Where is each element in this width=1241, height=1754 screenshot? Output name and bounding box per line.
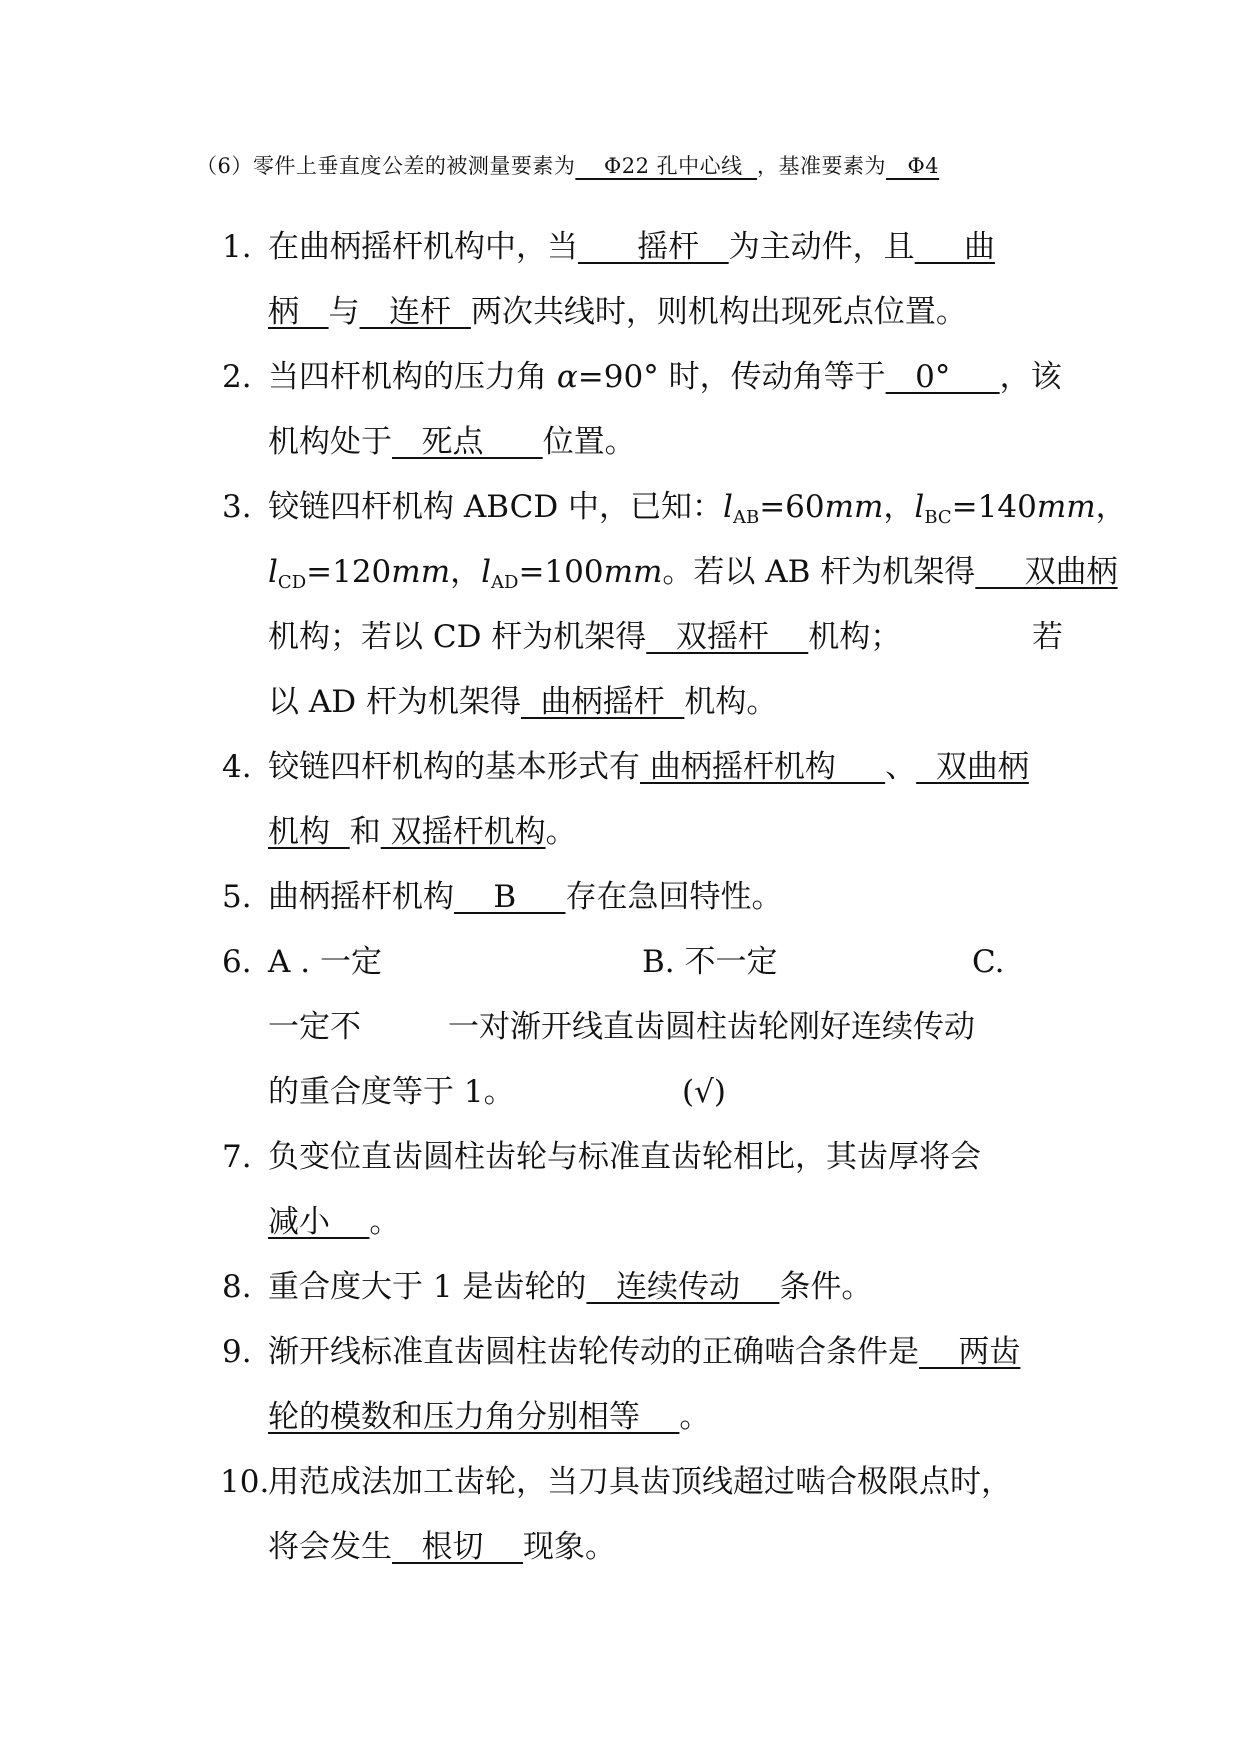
question-text: 负变位直齿圆柱齿轮与标准直齿轮相比，其齿厚将会 [268, 1139, 981, 1175]
question-line [268, 605, 901, 670]
question-text: 一定不 [268, 1009, 361, 1045]
question-number: 5. [222, 879, 252, 915]
answer-blank: 双摇杆机构 [380, 814, 546, 850]
question-text: 存在急回特性。 [565, 879, 783, 915]
question-text: 一对渐开线直齿圆柱齿轮刚好连续传动 [448, 1009, 975, 1045]
question-text: 机构； [808, 619, 902, 655]
length-symbol: l [268, 554, 278, 590]
question-line [268, 1060, 515, 1125]
question-2 [222, 345, 1082, 475]
answer-blank: 双摇杆 [646, 619, 809, 655]
subscript: AD [491, 572, 519, 593]
question-line [268, 995, 361, 1060]
answer-blank: Φ4 [886, 154, 940, 178]
question-text: 为主动件，且 [728, 229, 915, 265]
question-8 [222, 1255, 1082, 1320]
option-text: A . 一定 [268, 944, 382, 980]
question-text: 和 [349, 814, 381, 850]
length-symbol: l [481, 554, 492, 590]
answer-blank: 摇杆 [578, 229, 729, 265]
answer-blank: 曲柄摇杆 [520, 684, 685, 720]
question-line [448, 995, 975, 1060]
question-line [268, 800, 577, 865]
question-text: 若 [1032, 619, 1063, 655]
question-line [268, 345, 1062, 410]
question-line [268, 735, 1029, 800]
subscript: CD [277, 572, 307, 593]
top-question-fragment [196, 150, 939, 180]
question-1 [222, 215, 1082, 345]
answer-blank: 根切 [392, 1529, 523, 1565]
value: =100 [518, 554, 604, 590]
question-10 [222, 1450, 1082, 1580]
question-line [268, 1255, 872, 1320]
question-line-end [1032, 605, 1063, 670]
option-text: C. [972, 944, 1005, 980]
question-number: 8. [222, 1269, 252, 1305]
question-number: 10. [220, 1464, 270, 1500]
value: =140 [951, 489, 1037, 525]
question-text: 渐开线标准直齿圆柱齿轮传动的正确啮合条件是 [268, 1334, 919, 1370]
answer-blank: 死点 [392, 424, 543, 460]
question-text: 在曲柄摇杆机构中，当 [268, 229, 578, 265]
question-5 [222, 865, 1082, 930]
question-line [268, 1190, 400, 1255]
answer-blank: 柄 [268, 294, 329, 330]
question-6 [222, 930, 1082, 1125]
question-9 [222, 1320, 1082, 1450]
question-text: 曲柄摇杆机构 [268, 879, 454, 915]
answer-blank: 0° [885, 359, 1000, 395]
unit: mm [1036, 489, 1096, 525]
question-text: 条件。 [779, 1269, 873, 1305]
question-line [268, 540, 1118, 615]
question-text: 两次共线时，则机构出现死点位置。 [470, 294, 967, 330]
question-text: =90° 时，传动角等于 [577, 359, 886, 395]
question-line [268, 280, 967, 345]
subscript: BC [924, 507, 952, 528]
separator: ， [450, 554, 482, 590]
answer-blank: Φ22 孔中心线 [575, 154, 758, 178]
alpha-symbol: α [556, 359, 578, 395]
question-4 [222, 735, 1082, 865]
question-number: 6. [222, 944, 252, 980]
answer-blank: 连续传动 [586, 1269, 780, 1305]
answer-blank: 曲 [914, 229, 995, 265]
option-c [972, 930, 1004, 995]
question-line [268, 410, 636, 475]
question-text: 。 [679, 1399, 711, 1435]
question-line [268, 1125, 981, 1190]
answer-blank: B [454, 879, 566, 915]
answer-blank: 减小 [268, 1204, 370, 1240]
question-line [268, 670, 777, 735]
question-text: 机构处于 [268, 424, 392, 460]
question-text: 铰链四杆机构的基本形式有 [268, 749, 640, 785]
option-b [642, 930, 778, 995]
question-3 [222, 475, 1127, 735]
question-text: 铰链四杆机构 ABCD 中，已知： [268, 489, 724, 525]
question-line [268, 1385, 710, 1450]
question-text: 当四杆机构的压力角 [268, 359, 557, 395]
question-line [268, 1320, 1020, 1385]
question-text: 。 [545, 814, 577, 850]
option-a [268, 930, 382, 995]
unit: mm [824, 489, 884, 525]
question-text: 、 [885, 749, 917, 785]
question-text: 机构；若以 CD 杆为机架得 [268, 619, 647, 655]
answer-blank: 轮的模数和压力角分别相等 [268, 1399, 680, 1435]
top-prefix: （6）零件上垂直度公差的被测量要素为 [196, 154, 576, 178]
answer-blank: 曲柄摇杆机构 [640, 749, 886, 785]
question-text: 的重合度等于 1。 [268, 1074, 515, 1110]
question-number: 1. [222, 229, 252, 265]
unit: mm [391, 554, 451, 590]
question-number: 9. [222, 1334, 252, 1370]
checkmark-answer: (√) [682, 1074, 726, 1110]
question-text: 。 [369, 1204, 401, 1240]
length-symbol: l [914, 489, 925, 525]
question-line [268, 1450, 1012, 1515]
question-line [268, 475, 1127, 550]
question-line [268, 865, 782, 930]
question-text: 用范成法加工齿轮，当刀具齿顶线超过啮合极限点时， [268, 1464, 1012, 1500]
answer-blank: 双曲柄 [916, 749, 1029, 785]
question-number: 7. [222, 1139, 252, 1175]
question-text: 与 [328, 294, 360, 330]
answer-blank: 机构 [268, 814, 350, 850]
option-text: B. 不一定 [642, 944, 778, 980]
question-text: 机构。 [684, 684, 778, 720]
answer-blank: 连杆 [359, 294, 471, 330]
question-line [268, 215, 995, 280]
question-number: 3. [222, 489, 252, 525]
question-text: 现象。 [522, 1529, 616, 1565]
question-number: 2. [222, 359, 252, 395]
question-line [268, 1515, 616, 1580]
question-text: 重合度大于 1 是齿轮的 [268, 1269, 587, 1305]
question-text: 将会发生 [268, 1529, 392, 1565]
question-text: 。若以 AB 杆为机架得 [662, 554, 976, 590]
top-comma: ，基准要素为 [757, 154, 887, 178]
judgement-mark [682, 1060, 726, 1125]
subscript: AB [732, 507, 760, 528]
question-7 [222, 1125, 1082, 1255]
question-text: 位置。 [542, 424, 636, 460]
question-text: 以 AD 杆为机架得 [268, 684, 521, 720]
unit: mm [603, 554, 663, 590]
value: =60 [759, 489, 825, 525]
question-text: ，该 [999, 359, 1062, 395]
answer-blank: 两齿 [919, 1334, 1021, 1370]
length-symbol: l [723, 489, 733, 525]
separator: ， [883, 489, 915, 525]
answer-blank: 双曲柄 [975, 554, 1118, 590]
question-number: 4. [222, 749, 252, 785]
separator: ， [1095, 489, 1127, 525]
value: =120 [306, 554, 392, 590]
